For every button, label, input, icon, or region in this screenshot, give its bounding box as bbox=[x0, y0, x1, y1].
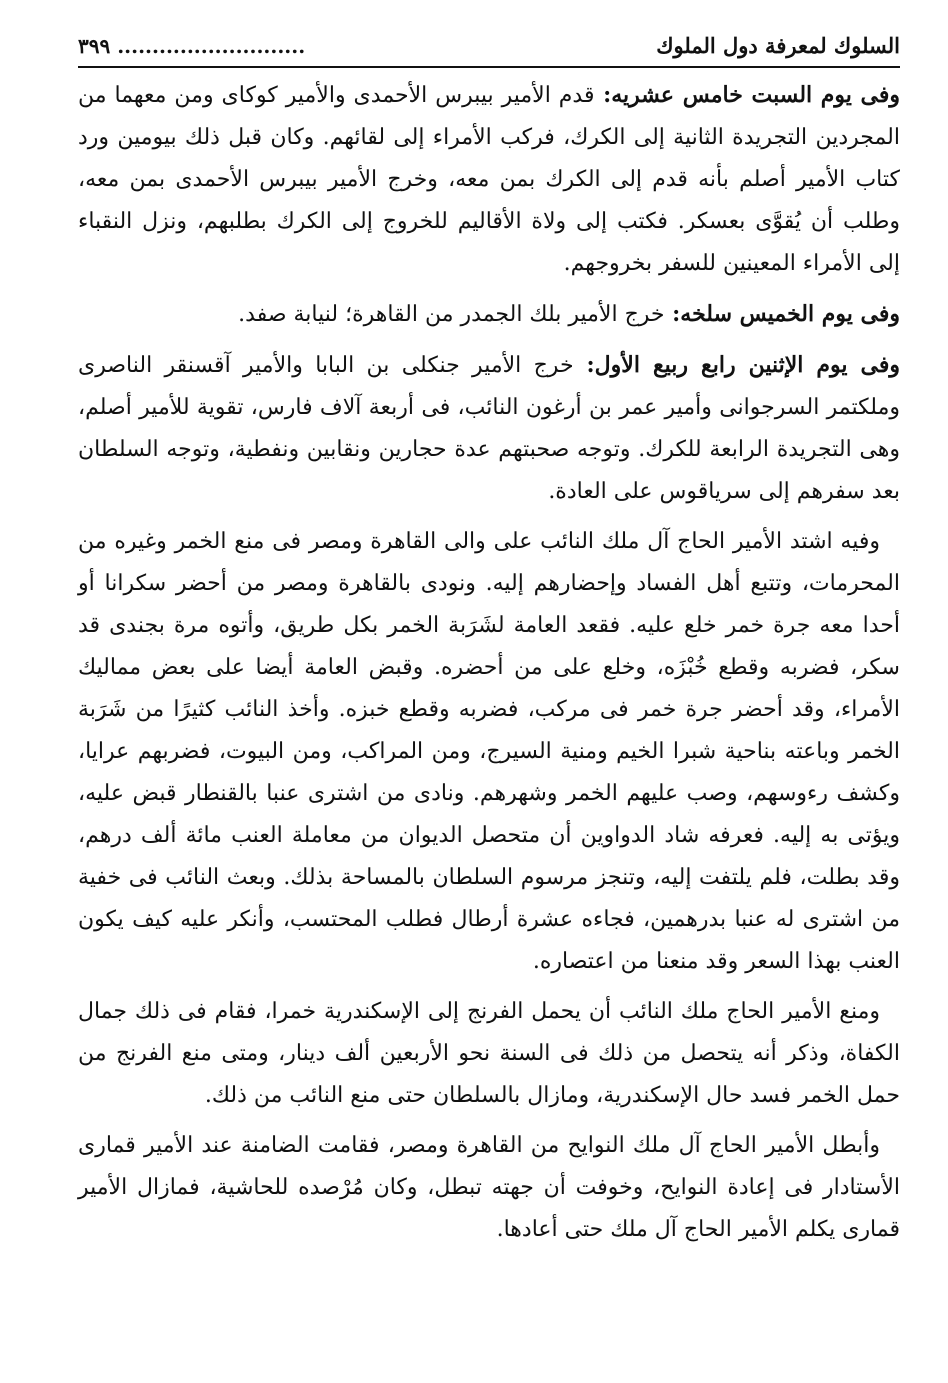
paragraph-lead: وفى يوم الإثنين رابع ربيع الأول: bbox=[573, 352, 900, 378]
running-header bbox=[78, 26, 900, 68]
paragraph-thursday bbox=[78, 293, 900, 336]
running-title: السلوك لمعرفة دول الملوك bbox=[656, 33, 900, 58]
paragraph-body: وفيه اشتد الأمير الحاج آل ملك النائب على والى القاهرة ومصر فى منع الخمر وغيره من المحرمات، وتتبع أهل الفساد وإحضارهم إليه. ونودى بالقاهرة ومصر من أحضر سكرانا أو أحدا معه جرة خمر خلع عليه. فقعد العامة لشَرَبة الخمر بكل طريق، وأتوه مرة بجندى قد سكر، فضربه وقطع خُبْزَه، وخلع على من أحضره. وقبض العامة أيضا على بعض مماليك الأمراء، وقد أحضر جرة خمر فى مركب، فضربه وقطع خبزه. وأخذ النائب كثيرًا من شَرَبة الخمر وباعته بناحية شبرا الخيم ومنية السيرج، ومن المراكب، ومن البيوت، فضربهم عرايا، وكشف رءوسهم، وصب عليهم الخمر وشهرهم. ونادى من اشترى عنبا بالقنطار قبض عليه، ويؤتى به إليه. فعرفه شاد الدواوين أن متحصل الديوان من معاملة العنب مائة ألف درهم، وقد بطلت، فلم يلتفت إليه، وتنجز مرسوم السلطان بالمساحة بذلك. وبعث النائب فى خفية من اشترى له عنبا بدرهمين، فجاءه عشرة أرطال فطلب المحتسب، وأنكر عليه كيف يكون العنب بهذا السعر وقد منعنا من اعتصاره. bbox=[78, 529, 900, 974]
paragraph-monday bbox=[78, 344, 900, 513]
paragraph-body: خرج الأمير جنكلى بن البابا والأمير آقسنقر الناصرى وملكتمر السرجوانى وأمير عمر بن أرغون النائب، فى أربعة آلاف فارس، تقوية للأمير أصلم، وهى التجريدة الرابعة للكرك. وتوجه صحبتهم عدة حجارين ونقابين ونفطية، وتوجه السلطان بعد سفرهم إلى سرياقوس على العادة. bbox=[78, 353, 900, 504]
paragraph-saturday bbox=[78, 74, 900, 285]
paragraph-body: وأبطل الأمير الحاج آل ملك النوايح من القاهرة ومصر، فقامت الضامنة عند الأمير قمارى الأستادار فى إعادة النوايح، وخوفت أن جهته تبطل، وكان مُرْصده للحاشية، فمازال الأمير قمارى يكلم الأمير الحاج آل ملك حتى أعادها. bbox=[78, 1133, 900, 1242]
paragraph-lead: وفى يوم السبت خامس عشريه: bbox=[594, 82, 900, 108]
paragraph-mourners bbox=[78, 1125, 900, 1251]
paragraph-body: قدم الأمير بيبرس الأحمدى والأمير كوكاى ومن معهما من المجردين التجريدة الثانية إلى الكرك، فركب الأمراء إلى لقائهم. وكان قبل ذلك بيومين ورد كتاب الأمير أصلم بأنه قدم إلى الكرك بمن معه، وخرج الأمير بيبرس الأحمدى بمن معه، وطلب أن يُقوَّى بعسكر. فكتب إلى ولاة الأقاليم للخروج إلى الكرك بطلبهم، ونزل النقباء إلى الأمراء المعينين للسفر بخروجهم. bbox=[78, 83, 900, 276]
paragraph-body: ومنع الأمير الحاج ملك النائب أن يحمل الفرنج إلى الإسكندرية خمرا، فقام فى ذلك جمال الكفاة، وذكر أنه يتحصل من ذلك فى السنة نحو الأربعين ألف دينار، ومتى منع الفرنج من حمل الخمر فسد حال الإسكندرية، ومازال بالسلطان حتى منع النائب من ذلك. bbox=[78, 999, 900, 1108]
book-page bbox=[78, 26, 900, 1259]
paragraph-franks bbox=[78, 991, 900, 1117]
paragraph-lead: وفى يوم الخميس سلخه: bbox=[664, 301, 900, 327]
paragraph-wine-ban bbox=[78, 521, 900, 983]
paragraph-body: خرج الأمير بلك الجمدر من القاهرة؛ لنيابة صفد. bbox=[238, 302, 665, 327]
page-number: ........................... ٣٩٩ bbox=[78, 34, 306, 58]
